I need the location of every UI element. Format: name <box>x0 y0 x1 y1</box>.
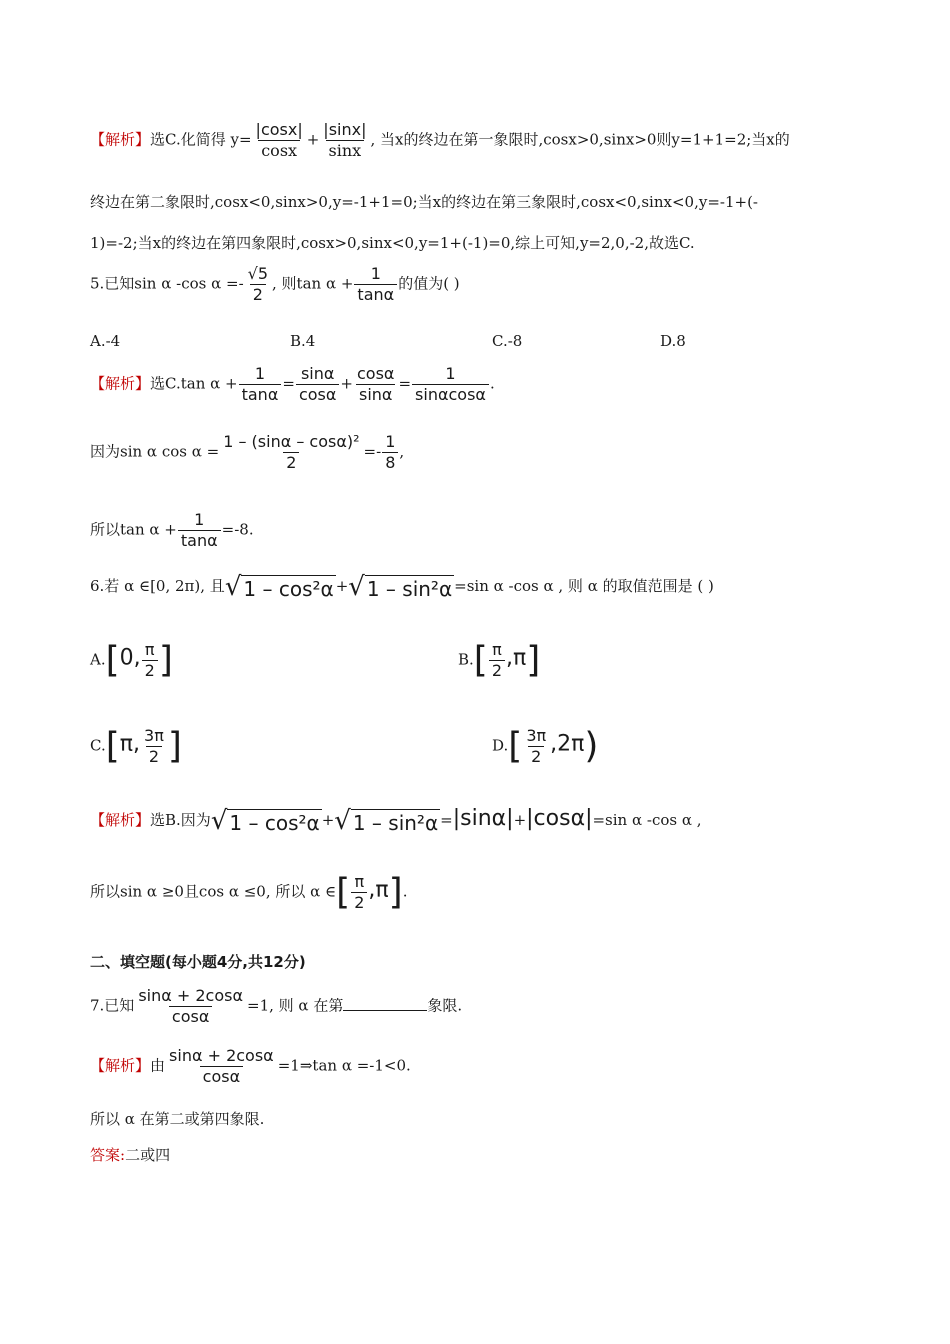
question-7: 7.已知 $\frac{\sin\alpha + 2\cos\alpha}{\cos\alpha}$ =1, 则 α 在第 象限. <box>90 986 463 1026</box>
question-6: 6.若 α ∈[0, 2π), 且 √ 1 – cos²α + √ 1 – sin²α =sin α -cos α , 则 α 的取值范围是 ( ) <box>90 572 714 602</box>
solution-q7-line1: 【解析】由 $\frac{\sin\alpha + 2\cos\alpha}{\cos\alpha}$ =1⇒tan α =-1<0. <box>90 1046 411 1086</box>
question-5: 5.已知sin α -cos α =- $\frac{√5}{2}$ , 则tan α + $\frac{1}{\tan\alpha}$ 的值为( ) <box>90 264 460 304</box>
question-6-option-c: C.[π, $\frac{3\pi}{2}$ ] <box>90 725 182 767</box>
question-5-option-b: B.4 <box>290 332 316 350</box>
question-5-option-a: A.-4 <box>90 332 121 350</box>
solution-q7-line2: 所以 α 在第二或第四象限. <box>90 1110 265 1128</box>
solution-q4-line1: 【解析】选C.化简得 y= $\frac{|\cos x|}{\cos x}$ + $\frac{|\sin x|}{\sin x}$ , 当x的终边在第一象限时,cosx>0,sinx>0则y=1+1=2;当x的 <box>90 120 790 160</box>
solution-q5-line2: 因为sin α cos α = $\frac{\text{1 – (sinα – cosα)²}}{2}$ =- $\frac{1}{8}$ , <box>90 432 405 472</box>
question-5-option-d: D.8 <box>660 332 686 350</box>
answer-blank <box>343 1009 427 1011</box>
fraction-abscos-cos: $\frac{|\cos x|}{\cos x}$ <box>255 120 303 160</box>
solution-q4-line3: 1)=-2;当x的终边在第四象限时,cosx>0,sinx<0,y=1+(-1)=0,综上可知,y=2,0,-2,故选C. <box>90 234 695 252</box>
sqrt-1-minus-cos2: √ 1 – cos²α <box>224 572 334 602</box>
sqrt-1-minus-sin2: √ 1 – sin²α <box>348 572 453 602</box>
question-6-option-b: B.[ $\frac{\pi}{2}$ ,π] <box>458 639 541 681</box>
section-heading: 二、填空题(每小题4分,共12分) <box>90 953 306 971</box>
solution-q4-line2: 终边在第二象限时,cosx<0,sinx>0,y=-1+1=0;当x的终边在第三象限时,cosx<0,sinx<0,y=-1+(- <box>90 193 758 211</box>
fraction-abssin-sin: $\frac{|\sin x|}{\sin x}$ <box>323 120 367 160</box>
solution-q5-line1: 【解析】选C.tan α + $\frac{1}{\tan\alpha}$ = $\frac{\sin\alpha}{\cos\alpha}$ + $\frac{\cos\alpha}{\sin\alpha}$ = $\frac{1}{\sin\alpha\cos\alpha}$ . <box>90 364 495 404</box>
fraction-1-over-tan: $\frac{1}{\tan\alpha}$ <box>354 264 397 305</box>
solution-q6-line2: 所以sin α ≥0且cos α ≤0, 所以 α ∈[ $\frac{\pi}{2}$ ,π]. <box>90 871 408 913</box>
question-6-option-d: D.[ $\frac{3\pi}{2}$ ,2π) <box>492 725 599 767</box>
solution-q6-line1: 【解析】选B.因为 √ 1 – cos²α + √ 1 – sin²α =|sinα|+|cosα|=sin α -cos α , <box>90 806 702 836</box>
fraction-sqrt5-over-2: $\frac{√5}{2}$ <box>247 264 269 304</box>
answer-value: 二或四 <box>125 1146 171 1164</box>
question-6-option-a: A.[0, $\frac{\pi}{2}$ ] <box>90 639 173 681</box>
analysis-label: 【解析】 <box>90 130 151 149</box>
answer-line <box>90 1146 170 1164</box>
question-5-option-c: C.-8 <box>492 332 523 350</box>
answer-label: 答案: <box>90 1146 126 1164</box>
solution-q5-line3: 所以tan α + $\frac{1}{\tan\alpha}$ =-8. <box>90 510 254 550</box>
